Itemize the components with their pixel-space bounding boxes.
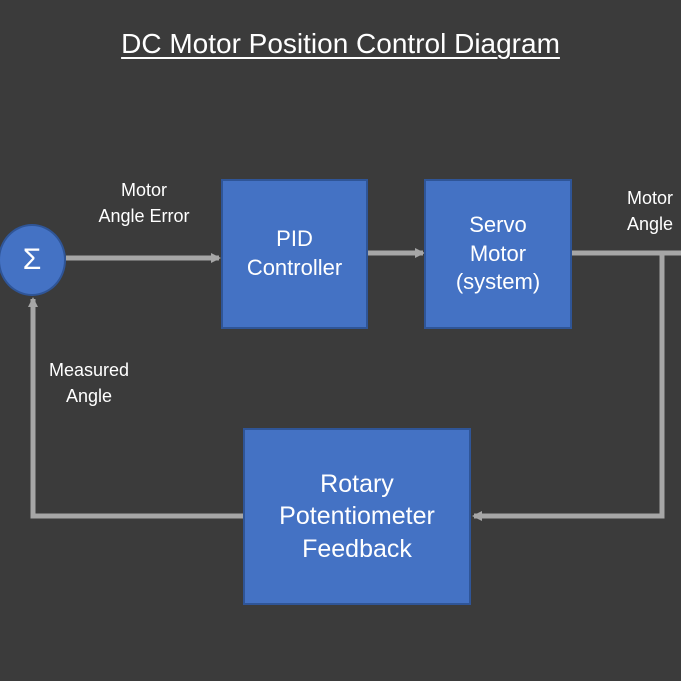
label-motor-angle-error: Motor Angle Error bbox=[98, 180, 190, 227]
summation-icon: Σ bbox=[0, 224, 66, 296]
label-measured-angle: Measured Angle bbox=[48, 360, 130, 407]
feedback-sensor-block: Rotary Potentiometer Feedback bbox=[243, 428, 471, 605]
label-motor-angle: Motor Angle bbox=[626, 188, 674, 235]
page-title: DC Motor Position Control Diagram bbox=[121, 28, 560, 59]
pid-controller-block: PID Controller bbox=[221, 179, 368, 329]
servo-motor-block: Servo Motor (system) bbox=[424, 179, 572, 329]
